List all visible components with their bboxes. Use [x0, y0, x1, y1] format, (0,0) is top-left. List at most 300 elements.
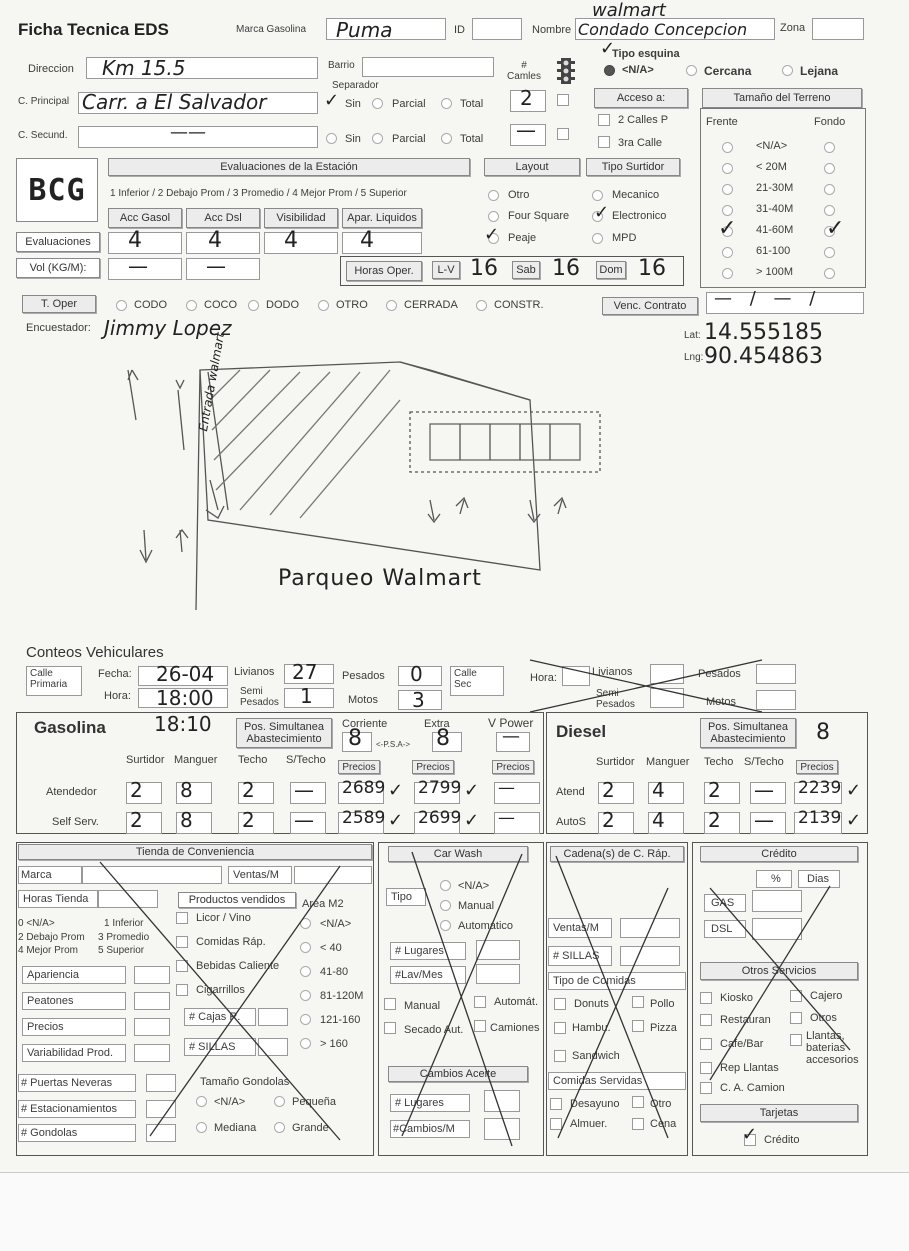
dsl-col-manguer: Manguer [646, 756, 690, 768]
gas-row-label: Self Serv. [52, 816, 99, 828]
evaluaciones-header[interactable]: Evaluaciones de la Estación [108, 158, 470, 176]
credito-title: Crédito [700, 846, 858, 862]
gond-mediana-label: Mediana [214, 1122, 257, 1134]
gas-col-stecho: S/Techo [286, 754, 326, 766]
separador-label: Separador [332, 80, 379, 91]
eval-value-3: 4 [284, 228, 298, 253]
gasolina-time: 18:10 [154, 712, 212, 736]
gas-value-p2: 2799 [418, 778, 462, 798]
tienda-scale-3: 3 Promedio [98, 932, 150, 943]
servida-otro-label: Otro [650, 1098, 672, 1110]
gas-col-manguer: Manguer [174, 754, 218, 766]
zona-field[interactable] [812, 18, 864, 40]
encuestador-label: Encuestador: [26, 322, 91, 334]
servida-desayuno-label: Desayuno [570, 1098, 620, 1110]
fondo-radio-5[interactable] [824, 247, 835, 258]
terreno-panel [700, 108, 866, 288]
form-title: Ficha Tecnica EDS [18, 20, 169, 39]
tienda-horas-label [18, 890, 98, 908]
fondo-radio-3[interactable] [824, 205, 835, 216]
dsl-row-label: AutoS [556, 816, 586, 828]
eval-col-visibilidad[interactable]: Visibilidad [264, 208, 338, 228]
layout-otro-radio[interactable] [488, 190, 499, 201]
gas-value-p3: — [498, 808, 515, 828]
carwash-tipo-text: Tipo [391, 891, 412, 903]
esquina-na-label: <N/A> [622, 64, 654, 76]
comida-donuts-label: Donuts [574, 998, 609, 1010]
terreno-size-label: 31-40M [756, 203, 794, 215]
gas-value-techo: 2 [242, 778, 255, 802]
acceso-3racalle-checkbox[interactable] [598, 136, 610, 148]
tienda-title: Tienda de Conveniencia [18, 844, 372, 860]
zona-label: Zona [780, 22, 806, 34]
terreno-size-label: <N/A> [756, 140, 788, 152]
eval-col-acc-gasol[interactable]: Acc Gasol [108, 208, 182, 228]
gas-price-check-1: ✓ [388, 810, 404, 831]
sep2-total-label: Total [460, 133, 484, 145]
fondo-radio-1[interactable] [824, 163, 835, 174]
bcg-logo [16, 158, 98, 222]
surtidor-mpd-label: MPD [612, 232, 637, 244]
surtidor-mpd-radio[interactable] [592, 233, 603, 244]
surtidor-mecanico-label: Mecanico [612, 189, 660, 201]
cw-lugares-text: # Lugares [395, 945, 444, 957]
dsl-value-manguer: 4 [652, 778, 665, 802]
eval-col-acc-dsl[interactable]: Acc Dsl [186, 208, 260, 228]
sep-parcial-label: Parcial [392, 98, 426, 110]
calle-primaria-label: Calle Primaria [30, 668, 68, 690]
otros-llantas-label: Llantas, baterias accesorios [806, 1030, 859, 1066]
evaluaciones-label: Evaluaciones [16, 232, 100, 252]
gas-value-surtidor: 2 [130, 808, 143, 832]
barrio-field[interactable] [362, 57, 494, 77]
bcg-logo-text: BCG [28, 172, 86, 208]
gas-precios-1: Precios [338, 760, 380, 774]
horas-oper-button[interactable]: Horas Oper. [346, 261, 422, 281]
cw-manual-label: Manual [458, 900, 495, 912]
dsl-price-check: ✓ [846, 780, 862, 801]
dsl-value-techo: 2 [708, 778, 721, 802]
sep2-parcial-radio[interactable] [372, 133, 383, 144]
layout-peaje-label: Peaje [508, 232, 537, 244]
tienda-prod-label: Comidas Ráp. [196, 936, 266, 948]
calle-sec-crossout [526, 656, 766, 716]
pesados2-label: Pesados [698, 668, 741, 680]
gas-value-p2: 2699 [418, 808, 462, 828]
tipo-surtidor-button[interactable]: Tipo Surtidor [586, 158, 680, 176]
dsl-value-stecho: — [754, 808, 774, 832]
terreno-size-label: 21-30M [756, 182, 794, 194]
site-sketch [100, 340, 660, 640]
eval-value-4: 4 [360, 228, 374, 253]
semi-value: 1 [300, 684, 313, 708]
gas-precios-3: Precios [492, 760, 534, 774]
tienda-scale-5: 5 Superior [98, 945, 145, 956]
csecund-checkbox[interactable] [557, 128, 569, 140]
acceso-3racalle-label: 3ra Calle [618, 137, 663, 149]
gas-price-check-2: ✓ [464, 780, 480, 801]
tienda-productos-button[interactable]: Productos vendidos [178, 892, 296, 908]
dsl-col-techo: Techo [704, 756, 734, 768]
acceso-2calles-label: 2 Calles P [618, 114, 669, 126]
cprincipal-checkbox[interactable] [557, 94, 569, 106]
sep2-total-radio[interactable] [441, 133, 452, 144]
tienda-scale-2: 2 Debajo Prom [18, 932, 85, 943]
sep2-sin-radio[interactable] [326, 133, 337, 144]
calle-sec-label: Calle Sec [454, 668, 477, 690]
nombre-value-line1: walmart [592, 0, 666, 21]
sep2-parcial-label: Parcial [392, 133, 426, 145]
eval-field-1[interactable] [108, 232, 182, 254]
credito-dsl-text: DSL [711, 923, 733, 935]
extra-value: 8 [436, 726, 450, 751]
comida-pizza-label: Pizza [650, 1022, 677, 1034]
toper-radio-0[interactable] [116, 300, 127, 311]
tarjetas-title: Tarjetas [700, 1104, 858, 1122]
pesados-label: Pesados [342, 670, 385, 682]
page-bottom-margin [0, 1172, 909, 1251]
dsl-precios: Precios [796, 760, 838, 774]
fecha-label: Fecha: [98, 668, 132, 680]
cw-lavmes-text: #Lav/Mes [395, 969, 443, 981]
terreno-size-label: < 20M [756, 161, 787, 173]
sep-total-radio[interactable] [441, 98, 452, 109]
cprincipal-value: Carr. a El Salvador [82, 90, 267, 114]
sep-sin-label: Sin [345, 98, 361, 110]
cprincipal-label: C. Principal [18, 96, 70, 107]
toper-opt-label: CODO [134, 299, 167, 311]
conteos-title: Conteos Vehiculares [26, 644, 164, 661]
gas-precios-2: Precios [412, 760, 454, 774]
id-field[interactable] [472, 18, 522, 40]
gas-col-techo: Techo [238, 754, 268, 766]
marca-value: Puma [336, 18, 393, 42]
dsl-value-stecho: — [754, 778, 774, 802]
extra-label: Extra [424, 718, 450, 730]
toper-radio-1[interactable] [186, 300, 197, 311]
evaluaciones-scale: 1 Inferior / 2 Debajo Prom / 3 Promedio / 4 Mejor Prom / 5 Superior [110, 188, 407, 199]
tienda-prod-label: Bebidas Caliente [196, 960, 280, 972]
gas-value-manguer: 8 [180, 808, 193, 832]
csecund-count: — [516, 118, 536, 142]
comida-pollo-label: Pollo [650, 998, 675, 1010]
gas-price-check-1: ✓ [388, 780, 404, 801]
motos2-label: Motos [706, 696, 736, 708]
comida-sandwich-label: Sandwich [572, 1050, 620, 1062]
eval-field-4[interactable] [342, 232, 422, 254]
cambios-m-text: #Cambios/M [393, 1123, 455, 1135]
cw-auto-label: Automatico [458, 920, 514, 932]
cadena-crossout [548, 848, 686, 1148]
cambios-lugares-text: # Lugares [395, 1097, 444, 1109]
cw-manual-check-label: Manual [404, 1000, 441, 1012]
marca-label: Marca Gasolina [236, 24, 307, 35]
esquina-na-radio[interactable] [604, 65, 615, 76]
tienda-tam-gondolas: Tamaño Gondolas [200, 1076, 290, 1088]
encuestador-value: Jimmy Lopez [104, 316, 232, 340]
diesel-title: Diesel [556, 722, 607, 741]
corriente-value: 8 [348, 726, 362, 751]
corriente-label: Corriente [342, 718, 388, 730]
frente-check: ✓ [718, 216, 737, 241]
comida-hambu-label: Hambu. [572, 1022, 611, 1034]
frente-label: Frente [706, 116, 738, 128]
sketch-entrada: Entrada walmart [196, 331, 228, 433]
dsl-value-precio: 2139 [798, 808, 842, 828]
tienda-estac-text: # Estacionamientos [21, 1103, 117, 1115]
horas-lv-value: 16 [470, 256, 498, 281]
eval-field-3[interactable] [264, 232, 338, 254]
sep-parcial-radio[interactable] [372, 98, 383, 109]
frente-radio-6[interactable] [722, 268, 733, 279]
toper-radio-3[interactable] [318, 300, 329, 311]
toper-radio-4[interactable] [386, 300, 397, 311]
tienda-eval-item-label: Apariencia [27, 969, 79, 981]
fondo-radio-6[interactable] [824, 268, 835, 279]
semi2-label: Semi Pesados [596, 688, 635, 710]
nombre-value-line2: Condado Concepcion [578, 20, 748, 39]
surtidor-mecanico-radio[interactable] [592, 190, 603, 201]
tienda-eval-item-label: Precios [27, 1021, 64, 1033]
tienda-eval-item-label: Variabilidad Prod. [27, 1047, 114, 1059]
dsl-value-surtidor: 2 [602, 808, 615, 832]
motos-label: Motos [348, 694, 378, 706]
toper-radio-5[interactable] [476, 300, 487, 311]
gas-value-stecho: — [294, 808, 314, 832]
horas-dom-label: Dom [596, 261, 626, 279]
gas-value-p3: — [498, 778, 515, 798]
terreno-size-label: 61-100 [756, 245, 791, 257]
servida-cena-label: Cena [650, 1118, 677, 1130]
frente-radio-3[interactable] [722, 205, 733, 216]
tienda-area-label-opt: > 160 [320, 1038, 348, 1050]
vpower-value: — [502, 726, 520, 747]
frente-radio-1[interactable] [722, 163, 733, 174]
otros-cafebar-label: Cafe/Bar [720, 1038, 764, 1050]
tienda-scale-1: 1 Inferior [104, 918, 144, 929]
gas-value-p1: 2589 [342, 808, 386, 828]
csecund-value: —— [170, 122, 206, 143]
tienda-cajas-text: # Cajas R. [189, 1011, 241, 1023]
direccion-label: Direccion [28, 63, 74, 75]
layout-button[interactable]: Layout [484, 158, 580, 176]
eval-value-1: 4 [128, 228, 142, 253]
motos-value: 3 [412, 688, 425, 712]
esquina-cercana-label: Cercana [704, 64, 752, 78]
tienda-scale-4: 4 Mejor Prom [18, 945, 79, 956]
terreno-button[interactable]: Tamaño del Terreno [702, 88, 862, 108]
gond-pequena-label: Pequeña [292, 1096, 337, 1108]
toper-opt-label: OTRO [336, 299, 368, 311]
horas-dom-value: 16 [638, 256, 666, 281]
livianos-value: 27 [292, 660, 318, 684]
dsl-row-label: Atend [556, 786, 585, 798]
horas-sab-value: 16 [552, 256, 580, 281]
fondo-radio-0[interactable] [824, 142, 835, 153]
cadena-servidas-text: Comidas Servidas [553, 1075, 643, 1087]
tienda-crossout [90, 856, 350, 1146]
fondo-radio-2[interactable] [824, 184, 835, 195]
vol-value-2: — [206, 254, 226, 278]
frente-radio-5[interactable] [722, 247, 733, 258]
toper-button[interactable]: T. Oper [22, 295, 96, 313]
tienda-area-label-opt: 41-80 [320, 966, 349, 978]
carwash-title: Car Wash [388, 846, 528, 862]
fecha-value: 26-04 [156, 662, 215, 686]
id-label: ID [454, 24, 465, 36]
frente-radio-2[interactable] [722, 184, 733, 195]
gas-value-p1: 2689 [342, 778, 386, 798]
esquina-check-mark: ✓ [600, 38, 616, 59]
toper-opt-label: COCO [204, 299, 237, 311]
sep-total-label: Total [460, 98, 484, 110]
acceso-2calles-checkbox[interactable] [598, 114, 610, 126]
diesel-pos-button[interactable]: Pos. Simultanea Abastecimiento [700, 718, 796, 748]
cw-na-label: <N/A> [458, 880, 490, 892]
tipo-esquina-label: Tipo esquina [612, 48, 680, 60]
horas-lv-label: L-V [432, 261, 460, 279]
gas-value-surtidor: 2 [130, 778, 143, 802]
otros-restauran-label: Restauran [720, 1014, 771, 1026]
otros-camion-label: C. A. Camion [720, 1082, 785, 1094]
surtidor-electronico-label: Electronico [612, 210, 667, 222]
esquina-lejana-label: Lejana [800, 64, 839, 78]
otros-kiosko-label: Kiosko [720, 992, 754, 1004]
cadena-sillas-text: # SILLAS [553, 950, 600, 962]
sep2-sin-label: Sin [345, 133, 361, 145]
terreno-size-label: 41-60M [756, 224, 794, 236]
servida-almuer-label: Almuer. [570, 1118, 608, 1130]
fondo-check: ✓ [826, 216, 845, 241]
lng-value: 90.454863 [704, 344, 823, 369]
toper-opt-label: DODO [266, 299, 299, 311]
gasolina-title: Gasolina [34, 718, 106, 737]
dsl-col-stecho: S/Techo [744, 756, 784, 768]
sep-sin-check: ✓ [324, 90, 340, 111]
otros-servicios-title: Otros Servicios [700, 962, 858, 980]
dsl-value-precio: 2239 [798, 778, 842, 798]
gas-value-stecho: — [294, 778, 314, 802]
pesados-value: 0 [410, 662, 423, 686]
direccion-value: Km 15.5 [102, 56, 186, 80]
cw-automat-check-label: Automát. [494, 996, 539, 1008]
layout-peaje-check: ✓ [484, 224, 500, 245]
tienda-gondolas-text: # Gondolas [21, 1127, 78, 1139]
esquina-cercana-radio[interactable] [686, 65, 697, 76]
fondo-label: Fondo [814, 116, 846, 128]
credito-crossout [700, 880, 860, 1090]
gas-value-manguer: 8 [180, 778, 193, 802]
tienda-area-label-opt: < 40 [320, 942, 342, 954]
tienda-area-label-opt: <N/A> [320, 918, 352, 930]
credito-pct-text: % [771, 873, 781, 885]
livianos2-label: Livianos [592, 666, 633, 678]
horas-sab-label: Sab [512, 261, 540, 279]
tienda-scale-0: 0 <N/A> [18, 918, 55, 929]
toper-opt-label: CONSTR. [494, 299, 544, 311]
carwash-crossout [382, 846, 542, 1152]
gond-grande-label: Grande [292, 1122, 329, 1134]
gas-pos-button[interactable]: Pos. Simultanea Abastecimiento [236, 718, 332, 748]
tarjetas-credito-check: ✓ [742, 1124, 758, 1145]
lat-label: Lat: [684, 330, 701, 341]
dsl-col-surtidor: Surtidor [596, 756, 635, 768]
gas-price-check-2: ✓ [464, 810, 480, 831]
cadena-title: Cadena(s) de C. Ráp. [550, 846, 684, 862]
esquina-lejana-radio[interactable] [782, 65, 793, 76]
hora2-label: Hora: [530, 672, 557, 684]
acceso-button[interactable]: Acceso a: [594, 88, 688, 108]
vol-value-1: — [128, 254, 148, 278]
cw-secado-label: Secado Aut. [404, 1024, 464, 1036]
tienda-marca-text: Marca [21, 869, 52, 881]
semi-label: Semi Pesados [240, 686, 279, 708]
tienda-puertas-text: # Puertas Neveras [21, 1077, 113, 1089]
terreno-size-label: > 100M [756, 266, 793, 278]
lat-value: 14.555185 [704, 320, 823, 345]
gas-row-label: Atendedor [46, 786, 97, 798]
tarjetas-credito-label: Crédito [764, 1134, 800, 1146]
otros-repllantas-label: Rep Llantas [720, 1062, 779, 1074]
toper-radio-2[interactable] [248, 300, 259, 311]
credito-gas-text: GAS [711, 897, 735, 909]
tienda-ventas-text: Ventas/M [233, 869, 279, 881]
dsl-price-check: ✓ [846, 810, 862, 831]
cprincipal-count: 2 [520, 86, 533, 110]
tienda-prod-label: Cigarrillos [196, 984, 245, 996]
hora-value: 18:00 [156, 686, 214, 710]
eval-value-2: 4 [208, 228, 222, 253]
cambios-title: Cambios Aceite [388, 1066, 528, 1082]
layout-foursquare-radio[interactable] [488, 211, 499, 222]
vpower-label: V Power [488, 716, 534, 730]
dsl-value-surtidor: 2 [602, 778, 615, 802]
venc-contrato-value: — / — / [714, 288, 822, 309]
dsl-value-techo: 2 [708, 808, 721, 832]
tienda-area-label-opt: 121-160 [320, 1014, 361, 1026]
cadena-tipo-comidas-text: Tipo de Comidas [553, 975, 636, 987]
tienda-prod-label: Licor / Vino [196, 912, 251, 924]
credito-dias-text: Dias [807, 873, 830, 885]
lng-label: Lng: [684, 352, 704, 363]
tienda-horas-text: Horas Tienda [23, 893, 89, 905]
tienda-eval-item-label: Peatones [27, 995, 74, 1007]
sketch-parqueo: Parqueo Walmart [278, 566, 482, 591]
otros-otros-label: Otros [810, 1012, 837, 1024]
layout-otro-label: Otro [508, 189, 530, 201]
eval-col-apar-liquidos[interactable]: Apar. Liquidos [342, 208, 422, 228]
tienda-area-label-opt: 81-120M [320, 990, 364, 1002]
layout-foursquare-label: Four Square [508, 210, 570, 222]
toper-opt-label: CERRADA [404, 299, 458, 311]
otros-cajero-label: Cajero [810, 990, 843, 1002]
vol-label: Vol (KG/M): [16, 258, 100, 278]
barrio-label: Barrio [328, 60, 355, 71]
hora-label: Hora: [104, 690, 131, 702]
eval-field-2[interactable] [186, 232, 260, 254]
camiles-label: # Camles [507, 60, 541, 82]
gond-na-label: <N/A> [214, 1096, 246, 1108]
csecund-label: C. Secund. [18, 130, 68, 141]
venc-contrato-button[interactable]: Venc. Contrato [602, 297, 698, 315]
tienda-sillas-text: # SILLAS [189, 1041, 236, 1053]
traffic-light-icon [556, 56, 576, 91]
tienda-marca-label [18, 866, 82, 884]
tienda-area-label: Area M2 [302, 898, 344, 910]
gas-col-surtidor: Surtidor [126, 754, 165, 766]
frente-radio-0[interactable] [722, 142, 733, 153]
livianos-label: Livianos [234, 666, 275, 678]
